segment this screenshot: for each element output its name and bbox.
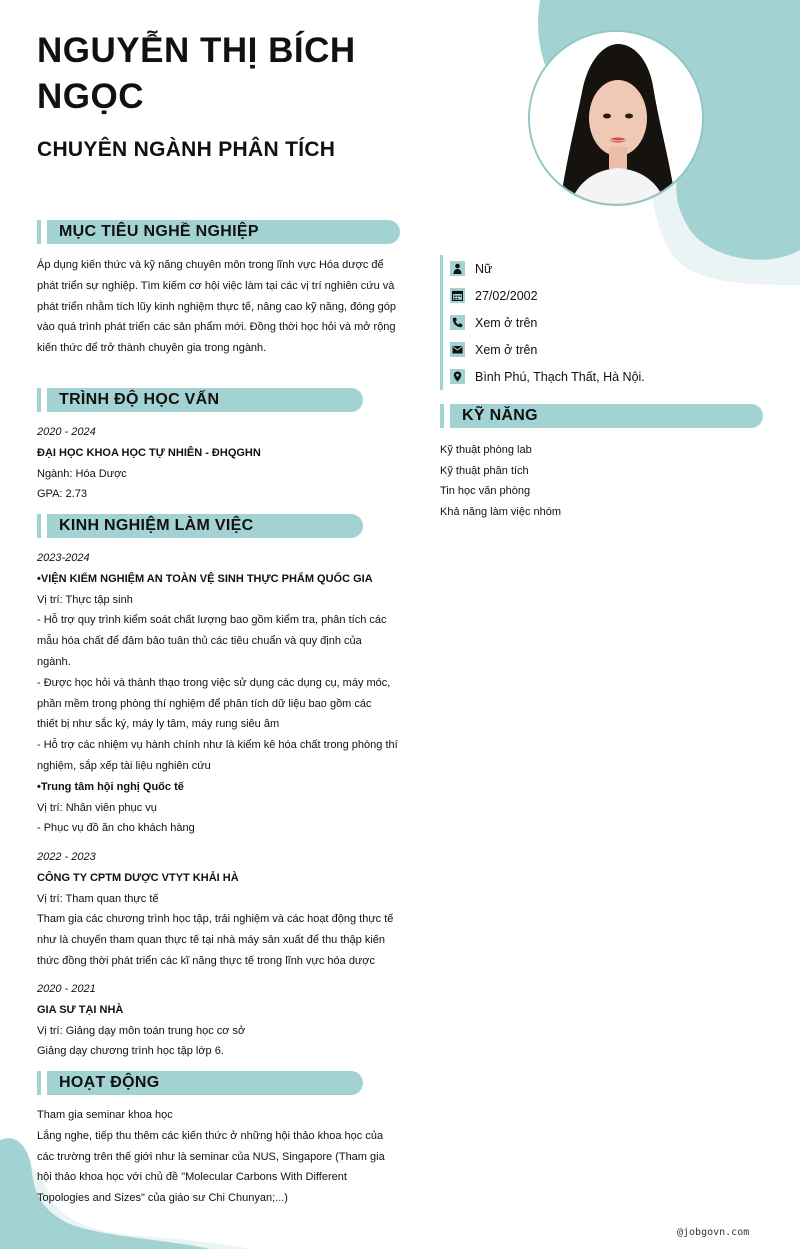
portrait-illustration [530, 32, 702, 204]
section-activities-heading: HOẠT ĐỘNG [37, 1071, 363, 1095]
experience-1: 2023-2024 •VIỆN KIỂM NGHIỆM AN TOÀN VỆ SINH THỰC PHẨM QUỐC GIA Vị trí: Thực tập sinh - Hỗ trợ quy trình kiểm soát chất lượng bao gồm kiểm tra, phân tích các mẫu hóa chất để đảm bảo tuân thủ các tiêu chuẩn và quy định của ngành. - Được học hỏi và thành thạo trong việc sử dụng các dụng cụ, máy móc, phần mềm trong phòng thí nghiệm để phân tích dữ liệu bao gồm các thiết bị như sắc ký, máy ly tâm, máy rung siêu âm - Hỗ trợ các nhiệm vụ hành chính như là kiểm kê hóa chất trong phòng thí nghiệm, sắp xếp tài liệu nghiên cứu •Trung tâm hội nghị Quốc tế Vị trí: Nhân viên phục vụ - Phục vụ đồ ăn cho khách hàng [37, 552, 398, 835]
envelope-icon [450, 342, 465, 357]
section-objective-heading: MỤC TIÊU NGHỀ NGHIỆP [37, 220, 400, 244]
contact-phone: Xem ở trên [450, 309, 710, 336]
calendar-icon [450, 288, 465, 303]
education-block [37, 422, 400, 505]
section-experience-heading: KINH NGHIỆM LÀM VIỆC [37, 514, 363, 538]
activities-block: Tham gia seminar khoa học Lắng nghe, tiếp thu thêm các kiến thức ở những hội thảo khoa học của các trường trên thế giới như là seminar của NUS, Singapore (Tham gia hội thảo khoa học với chủ đề "Molecular Carbons With Different Topologies and Sizes" của giáo sư Chi Chunyan;...) [37, 1109, 385, 1205]
phone-icon [450, 315, 465, 330]
education-period: 2020 - 2024 [37, 426, 96, 438]
candidate-title: CHUYÊN NGÀNH PHÂN TÍCH [37, 138, 336, 161]
experience-2: 2022 - 2023 CÔNG TY CPTM DƯỢC VTYT KHẢI HÀ Vị trí: Tham quan thực tế Tham gia các chương trình học tập, trải nghiệm và các hoạt động thực tế như là chuyến tham quan thực tế tại nhà máy sản xuất để thu thập kiến thức đồng thời phát triển các kĩ năng thực tế trong lĩnh vực hóa dược [37, 851, 394, 967]
profile-photo [528, 30, 704, 206]
contact-dob: 27/02/2002 [450, 282, 710, 309]
objective-text: Áp dụng kiến thức và kỹ năng chuyên môn trong lĩnh vực Hóa dược để phát triển sự nghiệp. Tìm kiếm cơ hội việc làm tại các vị trí nghiên cứu và phát triển nhằm tích lũy kinh nghiệm thực tế, nâng cao kỹ năng, đóng góp vào quá trình phát triển các sản phẩm mới. Đồng thời học hỏi và mở rộng kiến thức để trở thành chuyên gia trong ngành. [37, 259, 396, 355]
education-gpa: GPA: 2.73 [37, 488, 87, 501]
contact-gender: Nữ [450, 255, 710, 282]
education-major: Ngành: Hóa Dược [37, 467, 127, 480]
skill-item: Tin học văn phòng [440, 485, 531, 498]
section-skills-heading: KỸ NĂNG [440, 404, 763, 428]
skill-item: Kỹ thuật phân tích [440, 464, 529, 477]
contact-address: Bình Phú, Thạch Thất, Hà Nội. [450, 363, 710, 390]
candidate-name: NGUYỄN THỊ BÍCH NGỌC [37, 31, 356, 116]
skill-item: Kỹ thuật phòng lab [440, 444, 532, 456]
person-icon [450, 261, 465, 276]
contact-email: Xem ở trên [450, 336, 710, 363]
education-school: ĐẠI HỌC KHOA HỌC TỰ NHIÊN - ĐHQGHN [37, 446, 261, 459]
location-pin-icon [450, 369, 465, 384]
experience-3: 2020 - 2021 GIA SƯ TẠI NHÀ Vị trí: Giảng dạy môn toán trung học cơ sở Giảng dạy chương trình học tập lớp 6. [37, 983, 246, 1058]
contact-info [440, 255, 710, 390]
skill-item: Khả năng làm việc nhóm [440, 505, 562, 518]
watermark: @jobgovn.com [677, 1227, 750, 1238]
section-education-heading: TRÌNH ĐỘ HỌC VẤN [37, 388, 363, 412]
skills-list [440, 440, 561, 522]
